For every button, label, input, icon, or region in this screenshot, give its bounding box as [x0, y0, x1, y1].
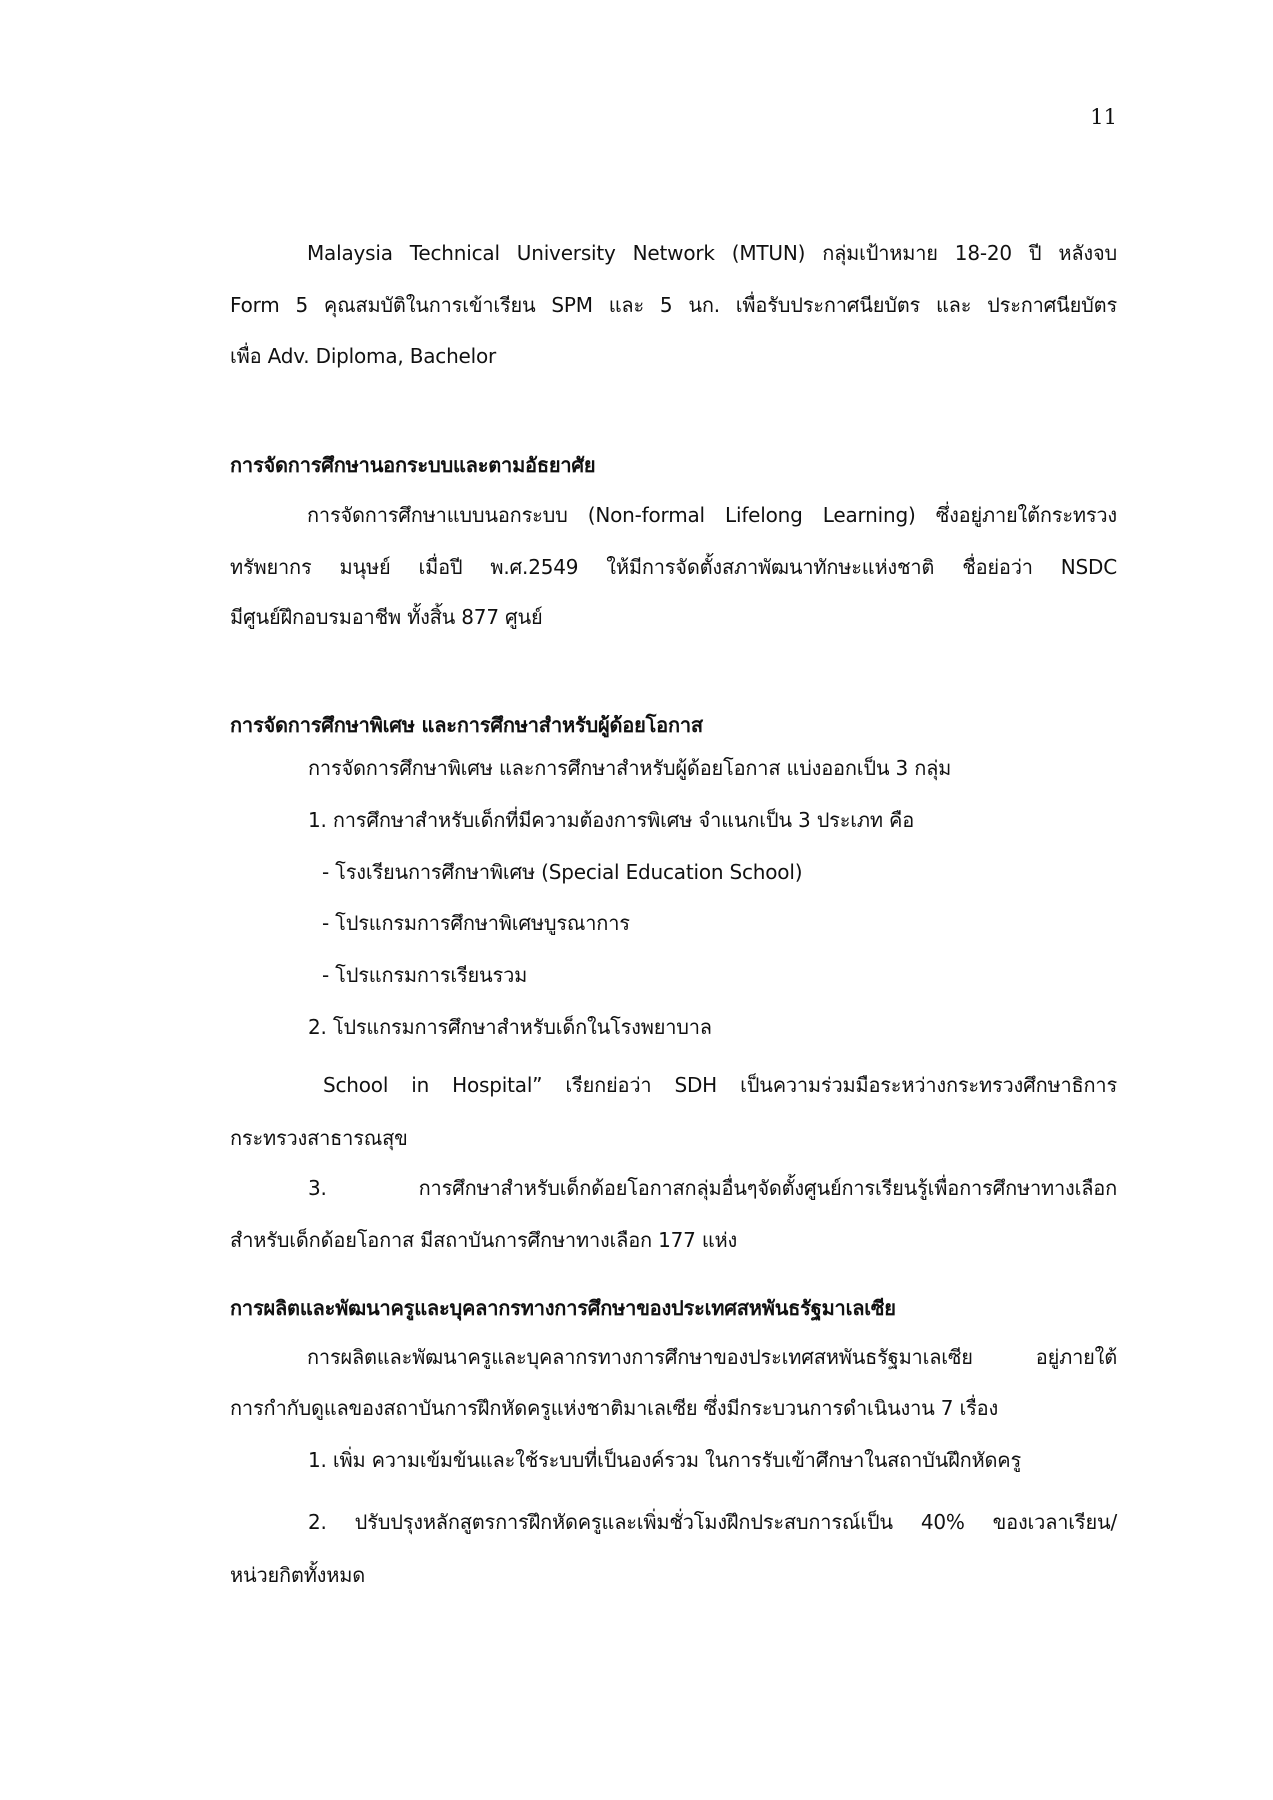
section-heading-teachers: การผลิตและพัฒนาครูและบุคลากรทางการศึกษาของประเทศสหพันธรัฐมาเลเซีย	[230, 1296, 896, 1320]
list-item: 2. ปรับปรุงหลักสูตรการฝึกหัดครูและเพิ่มชั่วโมงฝึกประสบการณ์เป็น 40% ของเวลาเรียน/	[308, 1510, 1117, 1534]
section-heading-nonformal: การจัดการศึกษานอกระบบและตามอัธยาศัย	[230, 453, 596, 477]
paragraph-line: หน่วยกิตทั้งหมด	[230, 1563, 366, 1587]
paragraph-line: School in Hospital” เรียกย่อว่า SDH เป็นความร่วมมือระหว่างกระทรวงศึกษาธิการ	[323, 1073, 1117, 1097]
paragraph-line: การจัดการศึกษาพิเศษ และการศึกษาสำหรับผู้ด้อยโอกาส แบ่งออกเป็น 3 กลุ่ม	[308, 756, 952, 780]
list-item: 2. โปรแกรมการศึกษาสำหรับเด็กในโรงพยาบาล	[308, 1015, 712, 1039]
paragraph-line: การผลิตและพัฒนาครูและบุคลากรทางการศึกษาของประเทศสหพันธรัฐมาเลเซีย อยู่ภายใต้	[307, 1345, 1117, 1369]
paragraph-line: การกำกับดูแลของสถาบันการฝึกหัดครูแห่งชาติมาเลเซีย ซึ่งมีกระบวนการดำเนินงาน 7 เรื่อง	[230, 1396, 999, 1420]
paragraph-line: Malaysia Technical University Network (MTUN) กลุ่มเป้าหมาย 18-20 ปี หลังจบ	[307, 241, 1117, 265]
paragraph-line: Form 5 คุณสมบัติในการเข้าเรียน SPM และ 5 นก. เพื่อรับประกาศนียบัตร และ ประกาศนียบัตร	[230, 293, 1117, 317]
paragraph-line: มีศูนย์ฝึกอบรมอาชีพ ทั้งสิ้น 877 ศูนย์	[230, 605, 543, 629]
list-item: 1. เพิ่ม ความเข้มข้นและใช้ระบบที่เป็นองค์รวม ในการรับเข้าศึกษาในสถาบันฝึกหัดครู	[308, 1448, 1022, 1472]
paragraph-line: กระทรวงสาธารณสุข	[230, 1126, 408, 1150]
paragraph-line: สำหรับเด็กด้อยโอกาส มีสถาบันการศึกษาทางเลือก 177 แห่ง	[230, 1228, 738, 1252]
paragraph-line: การจัดการศึกษาแบบนอกระบบ (Non-formal Lifelong Learning) ซึ่งอยู่ภายใต้กระทรวง	[307, 503, 1117, 527]
sub-list-item: - โปรแกรมการเรียนรวม	[322, 963, 528, 987]
sub-list-item: - โปรแกรมการศึกษาพิเศษบูรณาการ	[322, 911, 630, 935]
sub-list-item: - โรงเรียนการศึกษาพิเศษ (Special Education School)	[322, 860, 803, 884]
list-item: 1. การศึกษาสำหรับเด็กที่มีความต้องการพิเศษ จำแนกเป็น 3 ประเภท คือ	[308, 808, 915, 832]
paragraph-line: ทรัพยากร มนุษย์ เมื่อปี พ.ศ.2549 ให้มีการจัดตั้งสภาพัฒนาทักษะแห่งชาติ ชื่อย่อว่า NSDC	[230, 555, 1117, 579]
section-heading-special: การจัดการศึกษาพิเศษ และการศึกษาสำหรับผู้ด้อยโอกาส	[230, 713, 703, 737]
list-item: 3. การศึกษาสำหรับเด็กด้อยโอกาสกลุ่มอื่นๆจัดตั้งศูนย์การเรียนรู้เพื่อการศึกษาทางเลือก	[308, 1176, 1117, 1200]
paragraph-line: เพื่อ Adv. Diploma, Bachelor	[230, 344, 497, 368]
page-number: 11	[1090, 105, 1117, 129]
